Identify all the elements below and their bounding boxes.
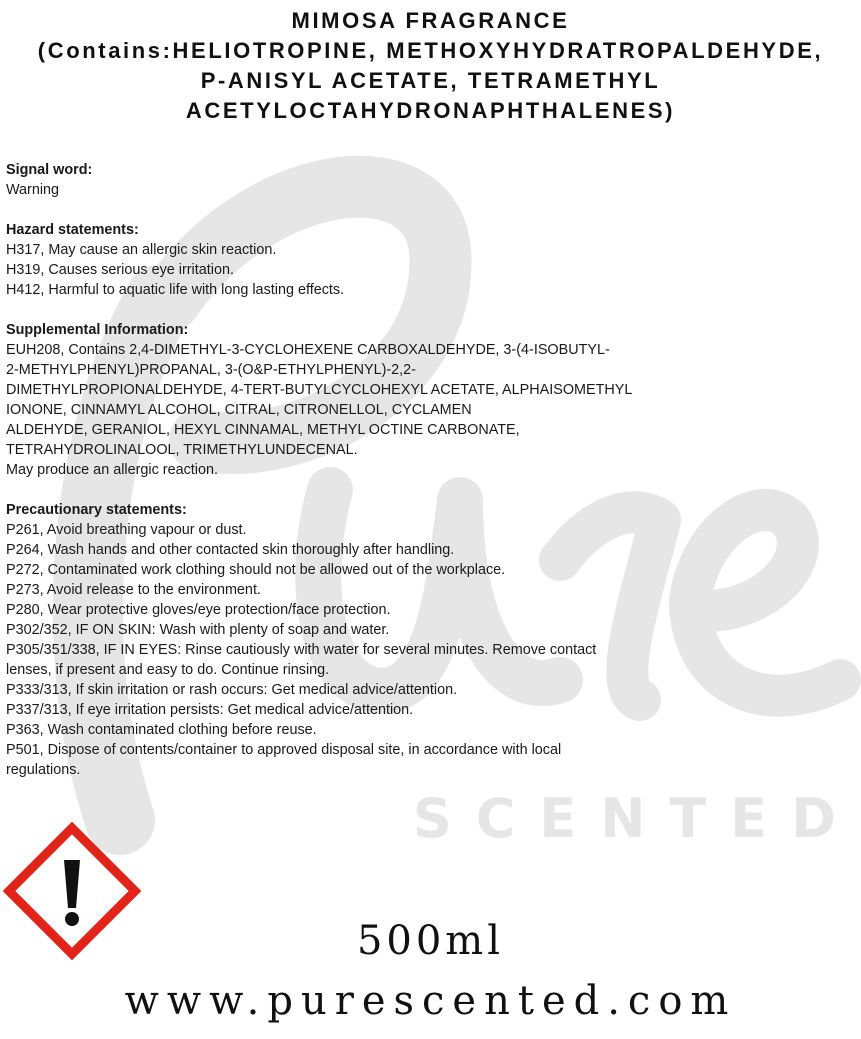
title-line: P-ANISYL ACETATE, TETRAMETHYL — [200, 68, 661, 93]
precautionary-statement: P264, Wash hands and other contacted skin thoroughly after handling. — [6, 542, 455, 558]
precautionary-heading: Precautionary statements: — [6, 502, 187, 518]
supplemental-line: TETRAHYDROLINALOOL, TRIMETHYLUNDECENAL. — [6, 442, 358, 458]
precautionary-statement: P337/313, If eye irritation persists: Get medical advice/attention. — [6, 702, 414, 718]
precautionary-statement: P363, Wash contaminated clothing before reuse. — [6, 722, 317, 738]
signal-word-heading: Signal word: — [6, 162, 93, 178]
supplemental-line: 2-METHYLPHENYL)PROPANAL, 3-(O&P-ETHYLPHENYL)-2,2- — [6, 362, 416, 378]
supplemental-heading: Supplemental Information: — [6, 322, 189, 338]
precautionary-statement: P280, Wear protective gloves/eye protection/face protection. — [6, 602, 391, 618]
supplemental-section — [6, 320, 646, 480]
watermark-word: SCENTED — [412, 787, 860, 850]
precautionary-statement: P272, Contaminated work clothing should not be allowed out of the workplace. — [6, 562, 506, 578]
precautionary-statement: P501, Dispose of contents/container to approved disposal site, in accordance with local — [6, 742, 562, 758]
website-url: www.purescented.com — [124, 978, 737, 1024]
hazard-statement: H317, May cause an allergic skin reaction. — [6, 242, 277, 258]
supplemental-line: EUH208, Contains 2,4-DIMETHYL-3-CYCLOHEXENE CARBOXALDEHYDE, 3-(4-ISOBUTYL- — [6, 342, 610, 358]
precautionary-statement: P333/313, If skin irritation or rash occurs: Get medical advice/attention. — [6, 682, 458, 698]
title-line: (Contains:HELIOTROPINE, METHOXYHYDRATROPALDEHYDE, — [37, 38, 824, 63]
precautionary-statement: P305/351/338, IF IN EYES: Rinse cautiously with water for several minutes. Remove contact — [6, 642, 597, 658]
precautionary-statement: P273, Avoid release to the environment. — [6, 582, 261, 598]
title-line: MIMOSA FRAGRANCE — [291, 8, 570, 33]
hazard-section — [6, 220, 646, 300]
precautionary-statement: regulations. — [6, 762, 81, 778]
signal-word-value: Warning — [6, 182, 60, 198]
label-text — [6, 160, 646, 800]
precautionary-section — [6, 500, 646, 780]
signal-word-section — [6, 160, 646, 200]
hazard-statement: H412, Harmful to aquatic life with long lasting effects. — [6, 282, 345, 298]
title-line: ACETYLOCTAHYDRONAPHTHALENES) — [185, 98, 676, 123]
precautionary-statement: P261, Avoid breathing vapour or dust. — [6, 522, 247, 538]
volume-label: 500ml — [356, 918, 505, 964]
supplemental-line: May produce an allergic reaction. — [6, 462, 218, 478]
product-title — [0, 6, 861, 126]
precautionary-statement: lenses, if present and easy to do. Continue rinsing. — [6, 662, 330, 678]
hazard-statement: H319, Causes serious eye irritation. — [6, 262, 234, 278]
precautionary-statement: P302/352, IF ON SKIN: Wash with plenty of soap and water. — [6, 622, 390, 638]
supplemental-line: IONONE, CINNAMYL ALCOHOL, CITRAL, CITRONELLOL, CYCLAMEN — [6, 402, 472, 418]
hazard-heading: Hazard statements: — [6, 222, 139, 238]
supplemental-line: ALDEHYDE, GERANIOL, HEXYL CINNAMAL, METHYL OCTINE CARBONATE, — [6, 422, 520, 438]
supplemental-line: DIMETHYLPROPIONALDEHYDE, 4-TERT-BUTYLCYCLOHEXYL ACETATE, ALPHAISOMETHYL — [6, 382, 633, 398]
